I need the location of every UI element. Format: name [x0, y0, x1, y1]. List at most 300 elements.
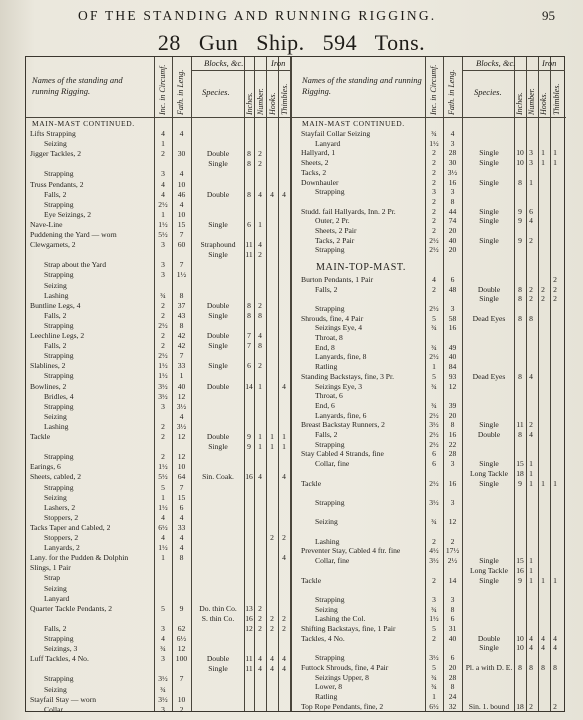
table-row: [26, 207, 566, 217]
cell-length: 3: [450, 138, 455, 148]
cell-circumference: 4: [161, 189, 165, 199]
cell-thimbles: 1: [553, 158, 557, 168]
cell-length: 20: [448, 245, 457, 255]
cell-inches: 9: [518, 478, 522, 488]
cell-inches: 15: [516, 459, 524, 469]
table-row: [26, 634, 566, 644]
cell-species: Pl. a with D. E.: [465, 662, 513, 672]
cell-thimbles: 2: [553, 701, 557, 711]
page-number: 95: [542, 8, 555, 23]
cell-length: 62: [177, 623, 186, 633]
cell-name: Leechline Legs, 2: [30, 331, 85, 340]
cell-circumference: ¾: [431, 400, 437, 410]
cell-circumference: 6: [432, 459, 436, 469]
table-row: [26, 236, 566, 246]
cell-circumference: 1½: [158, 219, 168, 229]
iron-rule-left: [266, 70, 290, 71]
cell-thimbles: 4: [282, 664, 286, 674]
cell-name: Lashers, 2: [44, 502, 76, 512]
cell-name: Strapping: [315, 594, 345, 604]
cell-number: 2: [529, 294, 533, 304]
cell-circumference: 2: [432, 196, 436, 206]
table-row: [26, 537, 566, 547]
cell-species: Single: [479, 158, 499, 168]
cell-number: 1: [258, 219, 262, 229]
cell-thimbles: 4: [553, 633, 557, 643]
cell-inches: 11: [516, 420, 524, 430]
cell-length: 6: [450, 614, 455, 624]
cell-circumference: 3: [161, 654, 165, 664]
table-row: [26, 343, 566, 353]
cell-length: 44: [448, 206, 457, 216]
cell-length: 1½: [176, 270, 187, 280]
cell-name: Luff Tackles, 4 No.: [30, 654, 89, 664]
cell-name: End, 6: [315, 400, 335, 410]
cell-length: 4: [179, 411, 184, 421]
section-main-mast-continued-right: MAIN-MAST CONTINUED.: [302, 119, 405, 128]
cell-circumference: 1½: [158, 462, 168, 472]
cell-length: 4: [179, 199, 184, 209]
cell-circumference: 3½: [158, 694, 168, 704]
cell-name: Sheets, 2: [301, 158, 329, 168]
cell-name: Tacks Taper and Cabled, 2: [30, 522, 111, 532]
table-row: [26, 401, 566, 411]
cell-circumference: 5: [432, 624, 436, 633]
table-row: [26, 498, 566, 508]
cell-species: Single: [208, 361, 228, 371]
cell-inches: 18: [516, 701, 524, 711]
table-row: [26, 320, 566, 333]
table-row: [26, 595, 566, 605]
cell-circumference: 4: [161, 512, 165, 522]
cell-name: Falls, 2: [44, 623, 67, 633]
cell-circumference: 5: [432, 662, 436, 672]
cell-name: Sheets, 2 Pair: [315, 226, 357, 235]
table-row: [26, 653, 566, 663]
cell-species: S. thin Co.: [201, 613, 235, 623]
cell-species: Single: [208, 442, 228, 452]
cell-name: Lany. for the Pudden & Dolphin: [30, 553, 129, 563]
cell-circumference: 2: [432, 284, 436, 294]
cell-inches: 11: [245, 250, 253, 260]
cell-length: 10: [177, 694, 186, 704]
cell-circumference: 2: [161, 300, 165, 310]
cell-circumference: 2: [161, 421, 165, 431]
cell-circumference: 2: [432, 177, 436, 187]
table-row: [26, 411, 566, 421]
cell-circumference: ¾: [431, 129, 437, 138]
cell-species: Single: [479, 478, 499, 488]
cell-number: 1: [529, 556, 533, 566]
cell-number: 1: [258, 432, 262, 441]
cell-species: Double: [206, 432, 230, 441]
cell-length: 93: [448, 371, 457, 381]
blocks-rule-right: [462, 70, 538, 71]
cell-inches: 8: [518, 177, 522, 187]
cell-name: Slablines, 2: [30, 361, 66, 371]
cell-number: 4: [258, 189, 262, 199]
cell-length: 84: [448, 362, 457, 372]
cell-inches: 9: [518, 575, 522, 585]
cell-hooks: 1: [541, 148, 545, 158]
cell-name: Falls, 2: [44, 310, 67, 320]
cell-length: 15: [177, 492, 186, 502]
table-row: [26, 508, 566, 518]
cell-hooks: 2: [270, 533, 274, 542]
cell-length: 7: [179, 674, 184, 684]
cell-number: 3: [529, 158, 533, 168]
cell-species: Single: [208, 250, 228, 260]
cell-thimbles: 1: [282, 432, 286, 441]
cell-length: 3½: [447, 167, 458, 177]
cell-thimbles: 2: [282, 623, 286, 633]
cell-number: 8: [529, 313, 533, 323]
cell-length: 9: [179, 603, 184, 613]
cell-length: 64: [177, 472, 186, 482]
cell-number: 4: [529, 371, 533, 381]
cell-number: 8: [529, 662, 533, 672]
cell-thimbles: 2: [282, 613, 286, 623]
cell-inches: 11: [245, 240, 253, 250]
cell-inches: 10: [516, 643, 524, 653]
cell-hooks: 4: [270, 654, 274, 664]
table-row: [26, 624, 566, 634]
cell-circumference: 2: [161, 310, 165, 320]
cell-name: Studd. fail Hallyards, Inn. 2 Pr.: [301, 206, 396, 216]
cell-inches: 8: [518, 371, 522, 381]
cell-length: 15: [177, 219, 186, 229]
cell-inches: 9: [518, 206, 522, 216]
ship-subtitle: 28 Gun Ship. 594 Tons.: [157, 30, 426, 55]
cell-length: 40: [448, 235, 457, 245]
cell-circumference: 2½: [158, 351, 168, 361]
cell-length: 58: [448, 313, 457, 323]
cell-circumference: 1: [161, 553, 165, 563]
cell-thimbles: 4: [282, 553, 286, 563]
header-fath-left: Fath. in Leng.: [176, 69, 185, 115]
cell-number: 1: [529, 575, 533, 585]
cell-name: Lanyards, 2: [44, 543, 80, 553]
cell-length: 2: [450, 536, 455, 546]
cell-name: Tackle: [301, 478, 322, 488]
cell-hooks: 4: [270, 664, 274, 674]
cell-inches: 13: [245, 603, 253, 613]
cell-circumference: 1: [432, 362, 436, 372]
cell-circumference: 5½: [158, 472, 168, 482]
cell-circumference: 5: [432, 371, 436, 381]
cell-species: Long Tackle: [470, 565, 508, 575]
cell-inches: 8: [518, 662, 522, 672]
table-row: [26, 576, 566, 586]
cell-species: Single: [479, 206, 499, 216]
cell-thimbles: 1: [553, 575, 557, 585]
cell-circumference: 3½: [429, 556, 439, 566]
table-row: [26, 614, 566, 624]
cell-number: 2: [258, 361, 262, 371]
cell-length: 8: [179, 290, 184, 300]
cell-inches: 8: [518, 294, 522, 304]
cell-name: Falls, 2: [315, 430, 338, 439]
cell-circumference: 2½: [429, 430, 439, 439]
cell-circumference: 2½: [429, 352, 439, 362]
cell-circumference: 2: [161, 452, 165, 462]
table-row: [26, 304, 566, 314]
cell-number: 2: [258, 623, 262, 633]
cell-circumference: ¾: [431, 342, 437, 352]
cell-circumference: 4: [161, 129, 165, 138]
header-species-right: Species.: [474, 87, 502, 97]
cell-name: Collar, fine: [315, 556, 350, 566]
cell-inches: 16: [245, 472, 253, 482]
cell-species: Double: [477, 633, 501, 643]
table-row: [26, 449, 566, 459]
cell-circumference: 3½: [429, 420, 439, 430]
cell-number: 4: [529, 216, 533, 226]
cell-species: Single: [479, 556, 499, 566]
cell-name: Throat, 8: [315, 333, 343, 342]
cell-length: 6: [179, 502, 184, 512]
cell-thimbles: 2: [282, 533, 286, 542]
cell-circumference: 2: [432, 158, 436, 168]
cell-species: Single: [208, 159, 228, 169]
cell-circumference: 2: [432, 206, 436, 216]
cell-name: Tacks, 2 Pair: [315, 235, 355, 245]
table-row: [26, 148, 566, 158]
cell-length: 33: [177, 522, 186, 532]
cell-circumference: 2: [432, 226, 436, 235]
cell-name: Earings, 6: [30, 462, 61, 472]
cell-circumference: 1: [161, 209, 165, 219]
table-row: [26, 643, 566, 653]
header-number-left: Number.: [256, 88, 265, 115]
cell-species: Sin. 1. bound: [468, 701, 510, 711]
cell-length: 4: [179, 129, 184, 138]
table-row: [26, 245, 566, 255]
cell-length: 74: [448, 216, 457, 226]
cell-length: 42: [177, 331, 186, 340]
cell-number: 4: [258, 472, 262, 482]
header-circ-left: Inc. in Circumf.: [158, 64, 167, 115]
cell-circumference: ¾: [160, 290, 166, 300]
cell-name: Strapping: [44, 320, 74, 330]
cell-name: Strap about the Yard: [44, 260, 107, 270]
table-row: [26, 546, 566, 556]
cell-inches: 11: [245, 664, 253, 674]
cell-circumference: 3: [161, 240, 165, 250]
cell-length: 16: [448, 478, 457, 488]
cell-number: 4: [529, 430, 533, 439]
cell-length: 3: [450, 187, 455, 197]
cell-circumference: 2: [432, 148, 436, 158]
cell-circumference: 6: [432, 449, 436, 459]
table-row: [26, 440, 566, 450]
cell-length: 42: [177, 341, 186, 351]
cell-length: 8: [179, 553, 184, 563]
cell-thimbles: 1: [282, 442, 286, 452]
cell-number: 8: [258, 310, 262, 320]
cell-inches: 6: [247, 361, 251, 371]
cell-inches: 9: [518, 216, 522, 226]
table-row: [26, 556, 566, 566]
cell-name: Bowlines, 2: [30, 381, 67, 391]
cell-length: 48: [448, 284, 457, 294]
header-inches-right: Inches.: [515, 92, 524, 115]
cell-name: Falls, 2: [44, 341, 67, 351]
cell-inches: 8: [247, 189, 251, 199]
cell-name: Lashing: [44, 421, 69, 431]
cell-name: Top Rope Pendants, fine, 2: [301, 701, 384, 711]
cell-name: Strapping: [44, 199, 74, 209]
cell-name: Seizing: [44, 139, 67, 149]
cell-name: Lashing: [315, 536, 340, 546]
cell-length: 8: [450, 682, 455, 692]
cell-circumference: 5: [161, 603, 165, 613]
cell-inches: 10: [516, 633, 524, 643]
cell-name: Strapping: [44, 452, 74, 462]
cell-species: Double: [206, 149, 230, 159]
cell-name: Lashing: [44, 290, 69, 300]
cell-species: Single: [479, 235, 499, 245]
cell-circumference: 1: [161, 139, 165, 149]
cell-number: 6: [529, 206, 533, 216]
cell-number: 1: [258, 442, 262, 452]
cell-name: Shrouds, fine, 4 Pair: [301, 313, 364, 323]
cell-circumference: 3½: [158, 674, 168, 684]
cell-name: Preventer Stay, Cabled 4 ftr. fine: [301, 546, 401, 556]
cell-name: Seizings Eye, 4: [315, 323, 363, 333]
cell-circumference: 2: [432, 575, 436, 585]
cell-circumference: 3: [161, 169, 165, 179]
cell-length: 20: [448, 226, 457, 235]
cell-length: 20: [448, 410, 457, 420]
cell-circumference: 2½: [429, 439, 439, 449]
running-header: [0, 6, 583, 26]
cell-number: 4: [529, 643, 533, 653]
cell-thimbles: 1: [553, 478, 557, 488]
cell-name: Tacks, 2: [301, 167, 327, 177]
cell-name: Strapping: [44, 270, 74, 280]
cell-name: Tackle: [301, 575, 322, 585]
cell-name: Eye Seizings, 2: [44, 209, 92, 219]
cell-length: 4: [179, 169, 184, 179]
cell-inches: 14: [245, 381, 253, 391]
cell-circumference: 2: [432, 536, 436, 546]
cell-length: 46: [177, 189, 186, 199]
cell-name: Strapping: [44, 401, 74, 411]
cell-circumference: 3: [161, 270, 165, 280]
table-row: [26, 469, 566, 479]
cell-number: 1: [529, 468, 533, 478]
cell-name: Seizing: [44, 492, 67, 502]
cell-number: 4: [258, 331, 262, 340]
cell-name: Seizing: [44, 583, 67, 593]
cell-length: 22: [448, 439, 457, 449]
cell-circumference: 3: [432, 187, 436, 197]
cell-name: Standing Backstays, fine, 3 Pr.: [301, 371, 395, 381]
cell-number: 2: [258, 613, 262, 623]
cell-number: 2: [529, 701, 533, 711]
cell-hooks: 4: [541, 643, 545, 653]
cell-thimbles: 1: [553, 148, 557, 158]
cell-name: Seizings, 3: [44, 644, 78, 654]
cell-species: Dead Eyes: [472, 371, 506, 381]
cell-length: 3: [450, 497, 455, 507]
cell-number: 3: [529, 148, 533, 158]
cell-circumference: 1½: [158, 371, 168, 381]
cell-length: 6½: [176, 634, 187, 643]
cell-length: 40: [177, 381, 186, 391]
cell-number: 2: [529, 284, 533, 294]
cell-length: 16: [448, 177, 457, 187]
cell-circumference: ¾: [431, 517, 437, 527]
cell-length: 12: [177, 452, 186, 462]
cell-species: Do. thin Co.: [199, 603, 237, 613]
cell-name: Strap: [44, 573, 61, 583]
cell-species: Single: [208, 341, 228, 351]
cell-length: 4: [179, 533, 184, 542]
cell-circumference: 2½: [158, 320, 168, 330]
cell-length: 8: [450, 604, 455, 614]
cell-length: 40: [448, 633, 457, 643]
cell-circumference: 4: [161, 179, 165, 189]
cell-number: 8: [258, 341, 262, 351]
cell-inches: 16: [245, 613, 253, 623]
cell-name: Stayfail Stay — worn: [30, 694, 97, 704]
cell-length: 28: [448, 148, 457, 158]
table-row: [26, 682, 566, 692]
cell-name: Outer, 2 Pr.: [315, 216, 350, 226]
cell-name: Strapping: [44, 674, 74, 684]
cell-inches: 8: [518, 430, 522, 439]
cell-species: Double: [206, 331, 230, 340]
section-main-top-mast: MAIN-TOP-MAST.: [316, 262, 406, 273]
cell-length: 20: [448, 662, 457, 672]
table-row: [26, 178, 566, 188]
cell-circumference: ¾: [431, 672, 437, 682]
cell-length: 12: [448, 381, 457, 391]
cell-number: 1: [529, 459, 533, 469]
cell-circumference: 1½: [429, 138, 439, 148]
table-row: [26, 187, 566, 197]
header-inches-left: Inches.: [245, 92, 254, 115]
cell-circumference: 1½: [158, 543, 168, 553]
cell-length: 4: [450, 129, 455, 138]
cell-hooks: 2: [541, 284, 545, 294]
cell-length: 7: [179, 260, 184, 270]
table-row: [26, 314, 566, 324]
cell-name: Stoppers, 2: [44, 533, 79, 542]
cell-circumference: ¾: [431, 323, 437, 333]
cell-circumference: 3: [161, 704, 165, 714]
cell-hooks: 2: [270, 613, 274, 623]
cell-inches: 8: [247, 159, 251, 169]
cell-length: 16: [448, 323, 457, 333]
cell-inches: 15: [516, 556, 524, 566]
cell-number: 2: [258, 300, 262, 310]
cell-length: 7: [179, 482, 184, 492]
cell-length: 6: [450, 274, 455, 284]
cell-circumference: 3½: [158, 391, 168, 401]
cell-name: Quarter Tackle Pendants, 2: [30, 603, 112, 613]
cell-length: 12: [177, 432, 186, 441]
cell-length: 30: [448, 158, 457, 168]
cell-length: 2½: [447, 556, 458, 566]
cell-species: Single: [208, 664, 228, 674]
cell-number: 4: [258, 664, 262, 674]
cell-name: Stay Cabled 4 Strands, fine: [301, 449, 384, 459]
cell-number: 2: [258, 159, 262, 169]
cell-species: Dead Eyes: [472, 313, 506, 323]
